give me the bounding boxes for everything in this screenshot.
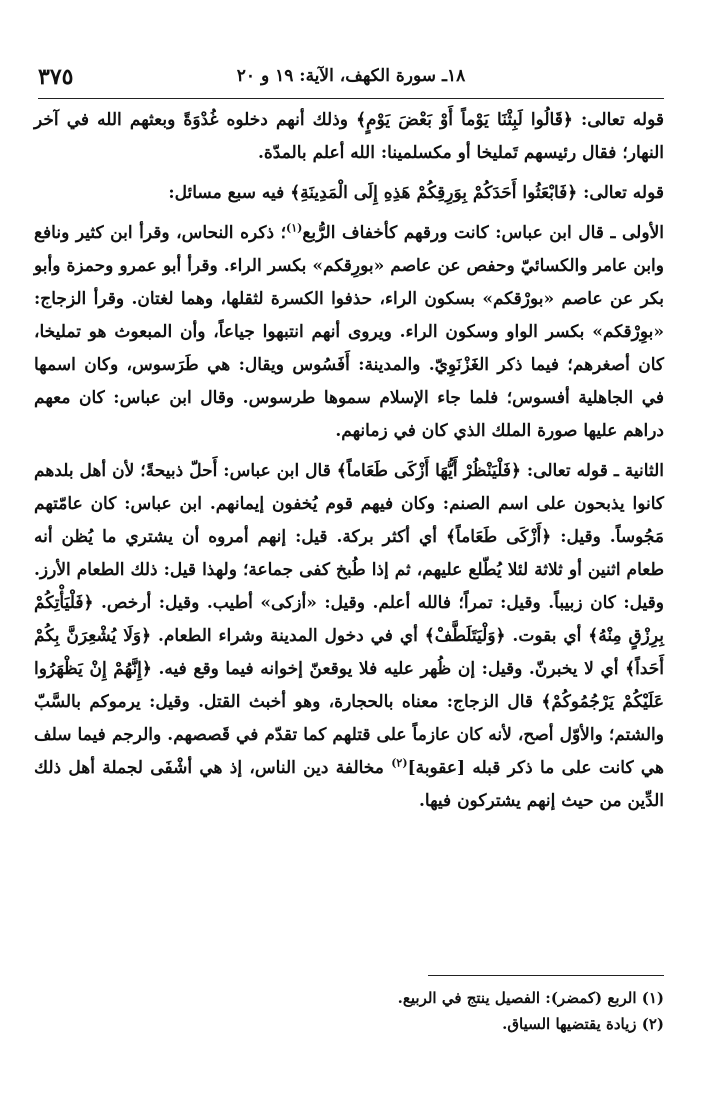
- paragraph-first-issue: [34, 217, 664, 448]
- footnote-1: (١) الربع (كمضر): الفصيل ينتج في الربيع.: [397, 989, 664, 1007]
- paragraph-intro: قوله تعالى: ﴿قَالُوا لَبِثْنَا يَوْماً أَوْ بَعْضَ يَوْمٍ﴾ وذلك أنهم دخلوه غُدْوَةً وبعثهم الله في آخر النهار؛ فقال رئيسهم تَمليخا أو مكسلمينا: الله أعلم بالمدّة.: [34, 110, 664, 163]
- first-issue-text-cont: ؛ ذكره النحاس، وقرأ ابن كثير ونافع وابن عامر والكسائيّ وحفص عن عاصم «بورِقكم» بكسر الراء. وقرأ أبو عمرو وحمزة وأبو بكر عن عاصم «بورْقكم» بسكون الراء، حذفوا الكسرة لثقلها، وهما لغتان. وقرأ الزجاج: «بوِرْقكم» بكسر الواو وسكون الراء. ويروى أنهم انتبهوا جياعاً، وأن المبعوث هو تمليخا، كان أصغرهم؛ فيما ذكر الغَزْنَوِيّ. والمدينة: أَفَسُوس ويقال: هي طَرَسوس، وكان اسمها في الجاهلية أفسوس؛ فلما جاء الإسلام سموها طرسوس. وقال ابن عباس: كان معهم دراهم عليها صورة الملك الذي كان في زمانهم.: [34, 223, 664, 441]
- paragraph-second-issue: [34, 455, 664, 818]
- footnote-divider: [428, 975, 664, 976]
- footnote-2: (٢) زيادة يقتضيها السياق.: [502, 1015, 664, 1033]
- commentary-text: [34, 104, 664, 818]
- footnote-ref-2: (٢): [391, 756, 408, 770]
- second-issue-text-cont: مخالفة دين الناس، إذ هي أشْفَى لجملة أهل ذلك الدِّين من حيث إنهم يشتركون فيها.: [34, 758, 664, 811]
- footnote-ref-1: (١): [286, 221, 303, 235]
- first-issue-text: الأولى ـ قال ابن عباس: كانت ورقهم كأخفاف الرُّبع: [302, 223, 664, 243]
- footnotes: [34, 985, 664, 1037]
- second-issue-text: الثانية ـ قوله تعالى: ﴿فَلْيَنْظُرْ أَيُّهَا أَزْكَى طَعَاماً﴾ قال ابن عباس: أَحلّ ذبيحةً؛ لأن أهل بلدهم كانوا يذبحون على اسم الصنم: وكان فيهم قوم يُخفون إيمانهم. ابن عباس: كان عامّتهم مَجُوساً. وقيل: ﴿أَزْكَى طَعَاماً﴾ أي أكثر بركة. قيل: إنهم أمروه أن يشتري ما يُظن أنه طعام اثنين أو ثلاثة لئلا يُطّلع عليهم، ثم إذا طُبخ كفى جماعة؛ ولهذا قيل: ذلك الطعام الأرز. وقيل: كان زبيباً. وقيل: تمراً؛ فالله أعلم. وقيل: «أزكى» أطيب. وقيل: أرخص. ﴿فَلْيَأْتِكُمْ بِرِزْقٍ مِنْهُ﴾ أي بقوت. ﴿وَلْيَتَلَطَّفْ﴾ أي في دخول المدينة وشراء الطعام. ﴿وَلَا يُشْعِرَنَّ بِكُمْ أَحَداً﴾ أي لا يخبرنّ. وقيل: إن ظُهر عليه فلا يوقعنّ إخوانه فيما وقع فيه. ﴿إِنَّهُمْ إِنْ يَظْهَرُوا عَلَيْكُمْ يَرْجُمُوكُمْ﴾ قال الزجاج: معناه بالحجارة، وهو أخبث القتل. وقيل: يرموكم بالسَّبّ والشتم؛ والأوّل أصح، لأنه كان عازماً على قتلهم كما تقدّم في قَصصهم. والرجم فيما سلف هي كانت على ما ذكر قبله [عقوبة]: [34, 461, 665, 778]
- page-number: ٣٧٥: [38, 64, 74, 90]
- page-header: [38, 58, 664, 99]
- paragraph-verse-heading: قوله تعالى: ﴿فَابْعَثُوا أَحَدَكُمْ بِوَرِقِكُمْ هَذِهِ إِلَى الْمَدِينَةِ﴾ فيه سبع مسائل:: [168, 183, 664, 203]
- running-head: ١٨ـ سورة الكهف، الآية: ١٩ و ٢٠: [236, 66, 466, 86]
